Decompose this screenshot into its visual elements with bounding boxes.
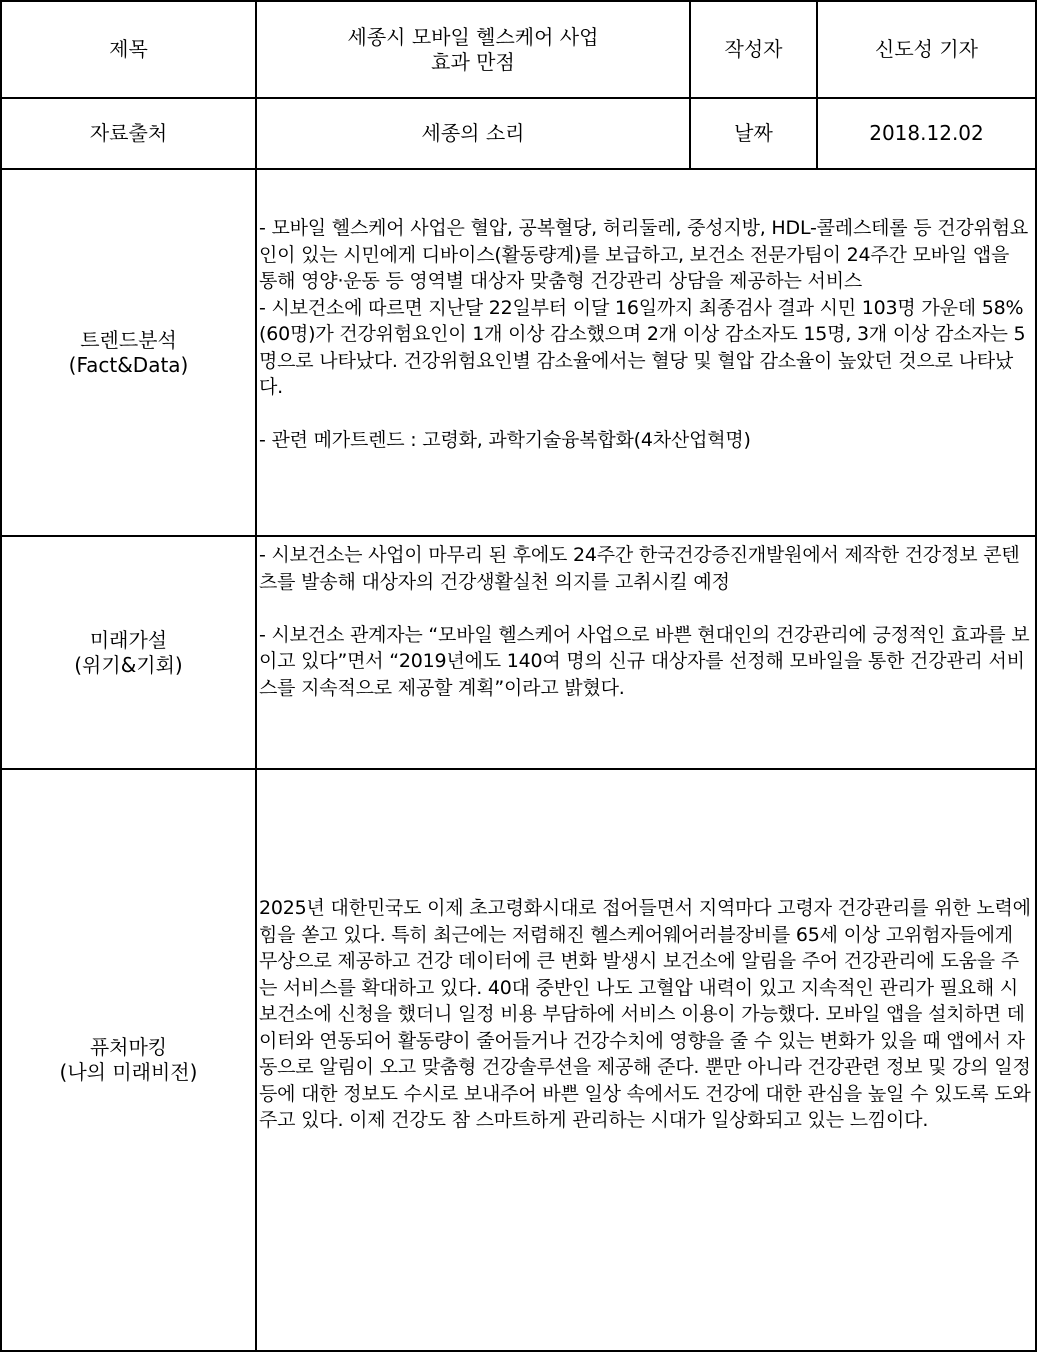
trend-label-line1: 트렌드분석 (80, 327, 177, 352)
trend-paragraph-3: - 관련 메가트렌드 : 고령화, 과학기술융복합화(4차산업혁명) (259, 429, 751, 451)
trend-content-cell (259, 215, 1031, 530)
future-label-line1: 미래가설 (89, 627, 168, 652)
trend-label-line2: (Fact&Data) (68, 352, 189, 377)
source-value: 세종의 소리 (421, 121, 525, 145)
title-value-line2: 효과 만점 (431, 49, 515, 74)
marking-label-line1: 퓨처마킹 (89, 1035, 168, 1059)
author-label-cell (691, 2, 816, 97)
date-value: 2018.12.02 (869, 121, 984, 145)
author-value-cell (818, 2, 1035, 97)
trend-paragraph-2: - 시보건소에 따르면 지난달 22일부터 이달 16일까지 최종검사 결과 시민 103명 가운데 58%(60명)가 건강위험요인이 1개 이상 감소했으며 2개 이상 감소자도 15명, 3개 이상 감소자는 5명으로 나타났다. 건강위험요인별 감소율에서는 혈당 및 혈압 감소율이 높았던 것으로 나타났다. (259, 296, 1026, 398)
future-paragraph-2: - 시보건소 관계자는 “모바일 헬스케어 사업으로 바쁜 현대인의 건강관리에 긍정적인 효과를 보이고 있다”면서 “2019년에도 140여 명의 신규 대상자를 선정해 모바일을 통한 건강관리 서비스를 지속적으로 제공할 계획”이라고 밝혔다. (259, 623, 1030, 699)
title-value-cell (257, 2, 689, 97)
date-label: 날짜 (734, 121, 773, 145)
title-value-line1: 세종시 모바일 헬스케어 사업 (347, 24, 599, 49)
title-label-cell (2, 2, 255, 97)
marking-paragraph-1: 2025년 대한민국도 이제 초고령화시대로 접어들면서 지역마다 고령자 건강관리를 위한 노력에 힘을 쏟고 있다. 특히 최근에는 저렴해진 헬스케어웨어러블장비를 65세 이상 고위험자들에게 무상으로 제공하고 건강 데이터에 큰 변화 발생시 보건소에 알림을 주어 건강관리에 도움을 주는 서비스를 확대하고 있다. 40대 중반인 나도 고혈압 내력이 있고 지속적인 관리가 필요해 시보건소에 신청을 했더니 일정 비용 부담하에 서비스 이용이 가능했다. 모바일 앱을 설치하면 데이터와 연동되어 활동량이 줄어들거나 건강수치에 영향을 줄 수 있는 변화가 있을 때 앱에서 자동으로 알림이 오고 맞춤형 건강솔루션을 제공해 준다. 뿐만 아니라 건강관련 정보 및 강의 일정 등에 대한 정보도 수시로 보내주어 바쁜 일상 속에서도 건강에 대한 관심을 높일 수 있도록 도와주고 있다. 이제 건강도 참 스마트하게 관리하는 시대가 일상화되고 있는 느낌이다. (259, 897, 1031, 1131)
trend-label-cell (2, 170, 255, 535)
future-label-cell (2, 537, 255, 768)
author-label: 작성자 (724, 37, 783, 61)
source-label-cell (2, 99, 255, 168)
trend-paragraph-1: - 모바일 헬스케어 사업은 혈압, 공복혈당, 허리둘레, 중성지방, HDL-콜레스테롤 등 건강위험요인이 있는 시민에게 디바이스(활동량계)를 보급하고, 보건소 전문가팀이 24주간 모바일 앱을 통해 영양·운동 등 영역별 대상자 맞춤형 건강관리 상담을 제공하는 서비스 (259, 217, 1029, 292)
future-content-cell (259, 542, 1031, 766)
author-value: 신도성 기자 (875, 37, 978, 61)
marking-label-cell (2, 770, 255, 1350)
date-label-cell (691, 99, 816, 168)
source-value-cell (257, 99, 689, 168)
title-label: 제목 (109, 37, 148, 61)
source-label: 자료출처 (89, 121, 168, 145)
future-paragraph-1: - 시보건소는 사업이 마무리 된 후에도 24주간 한국건강증진개발원에서 제작한 건강정보 콘텐츠를 발송해 대상자의 건강생활실천 의지를 고취시킬 예정 (259, 544, 1020, 593)
table-divider-col1 (255, 0, 257, 1352)
marking-content-cell (259, 895, 1031, 1235)
future-label-line2: (위기&기회) (74, 652, 183, 677)
date-value-cell (818, 99, 1035, 168)
marking-label-line2: (나의 미래비전) (59, 1060, 198, 1084)
